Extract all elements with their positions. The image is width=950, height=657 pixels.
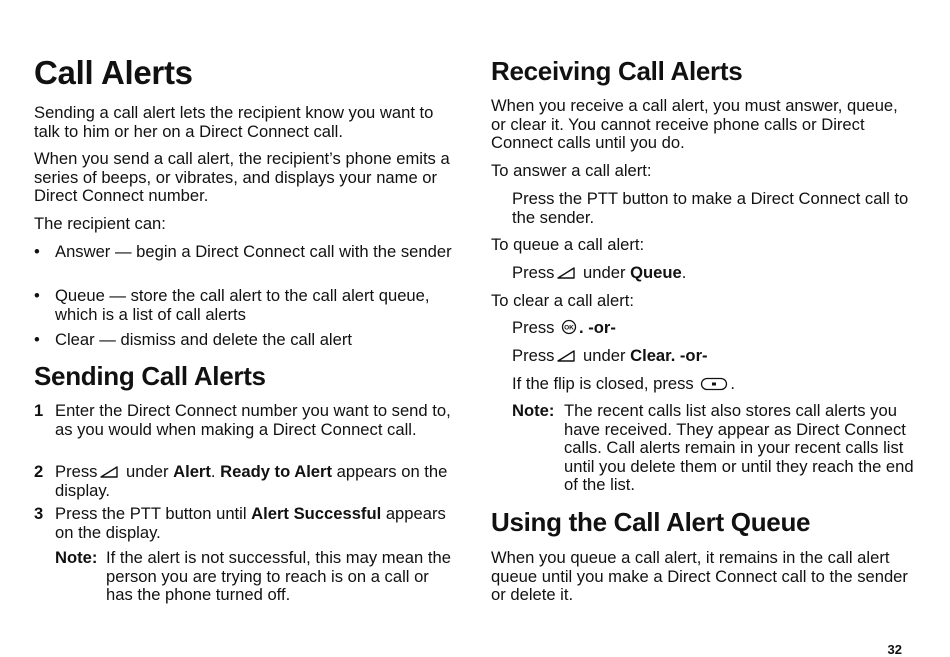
step-text-b: appears on the display. — [55, 504, 446, 542]
step-text — [55, 463, 454, 500]
clear-label: To clear a call alert: — [491, 291, 634, 310]
svg-text:OK: OK — [564, 324, 574, 332]
note-text: The recent calls list also stores call alerts you have received. They appear as Direct Connect calls. Call alerts remain in your recent calls list until you delete them or until they reach the end of the list. — [564, 401, 914, 494]
clear-or-text: . -or- — [579, 318, 616, 337]
bullet-marker: • — [34, 242, 40, 261]
clear-instruction-2 — [512, 347, 708, 366]
queue-key-label: Queue — [630, 263, 682, 282]
section-title-sending: Sending Call Alerts — [34, 361, 266, 391]
step-tail-text: appears on the display. — [55, 462, 448, 500]
answer-label: To answer a call alert: — [491, 161, 652, 180]
section-title-receiving: Receiving Call Alerts — [491, 56, 743, 86]
step-number: 2 — [34, 462, 44, 481]
step-1 — [34, 402, 454, 458]
note-text: If the alert is not successful, this may mean the person you are trying to reach is on a call or has the phone turned off. — [106, 548, 451, 604]
softkey-left-icon — [556, 266, 576, 280]
step-text: Enter the Direct Connect number you want to send to, as you would when making a Direct Connect call. — [55, 401, 451, 439]
step-text — [55, 505, 454, 542]
sending-note — [55, 549, 455, 609]
alert-key-label: Alert — [173, 462, 211, 481]
note-label: Note: — [55, 548, 98, 567]
queue-period: . — [681, 263, 687, 282]
step-2 — [34, 463, 454, 503]
note-label: Note: — [512, 401, 555, 420]
bullet-marker: • — [34, 286, 40, 305]
page-title: Call Alerts — [34, 54, 193, 91]
bullet-marker: • — [34, 330, 40, 349]
step-number: 3 — [34, 504, 44, 523]
flip-period: . — [730, 374, 735, 393]
queue-under-text: under — [578, 263, 631, 282]
flip-text: If the flip is closed, press — [512, 374, 699, 393]
alert-successful-text: Alert Successful — [251, 504, 382, 523]
clear-under-text: under — [578, 346, 631, 365]
clear-or-text-2: . -or- — [670, 346, 708, 365]
bullet-item-answer — [34, 243, 454, 283]
step-text-a: Press the PTT button until — [55, 504, 252, 523]
intro-paragraph-2: When you send a call alert, the recipient’s phone emits a series of beeps, or vibrates, and displays your name or Direct Connect number. — [34, 149, 450, 205]
intro-paragraph-1: Sending a call alert lets the recipient know you want to talk to him or her on a Direct Connect call. — [34, 103, 434, 141]
step-period: . — [210, 462, 221, 481]
queue-press-text: Press — [512, 263, 555, 282]
step-press-text: Press — [55, 462, 98, 481]
softkey-left-icon — [556, 349, 576, 363]
receiving-intro: When you receive a call alert, you must answer, queue, or clear it. You cannot receive phone calls or Direct Connect calls until you do. — [491, 96, 898, 152]
receiving-note — [512, 402, 916, 498]
section-title-queue: Using the Call Alert Queue — [491, 507, 811, 537]
answer-instruction: Press the PTT button to make a Direct Connect call to the sender. — [512, 189, 909, 227]
clear-press-text-2: Press — [512, 346, 555, 365]
bullet-text: Queue — store the call alert to the call alert queue, which is a list of call alerts — [55, 286, 430, 324]
queue-instruction — [512, 264, 686, 283]
ok-button-icon — [561, 319, 577, 335]
step-number: 1 — [34, 401, 44, 420]
queue-intro: When you queue a call alert, it remains in the call alert queue until you make a Direct Connect call to the sender or delete it. — [491, 548, 908, 604]
clear-key-label: Clear — [630, 346, 671, 365]
bullet-item-clear — [34, 331, 454, 351]
step-3 — [34, 505, 454, 545]
bullet-item-queue — [34, 287, 454, 327]
queue-label: To queue a call alert: — [491, 235, 645, 254]
side-button-icon — [700, 377, 728, 391]
bullet-text: Answer — begin a Direct Connect call with the sender — [55, 242, 452, 261]
clear-press-text: Press — [512, 318, 560, 337]
intro-paragraph-3: The recipient can: — [34, 214, 166, 233]
step-under-text: under — [121, 462, 174, 481]
softkey-left-icon — [99, 465, 119, 479]
page-number: 32 — [887, 642, 902, 657]
flip-closed-instruction — [512, 375, 735, 394]
clear-instruction-1 — [512, 319, 616, 338]
ready-to-alert-text: Ready to Alert — [220, 462, 333, 481]
bullet-text: Clear — dismiss and delete the call alert — [55, 330, 352, 349]
